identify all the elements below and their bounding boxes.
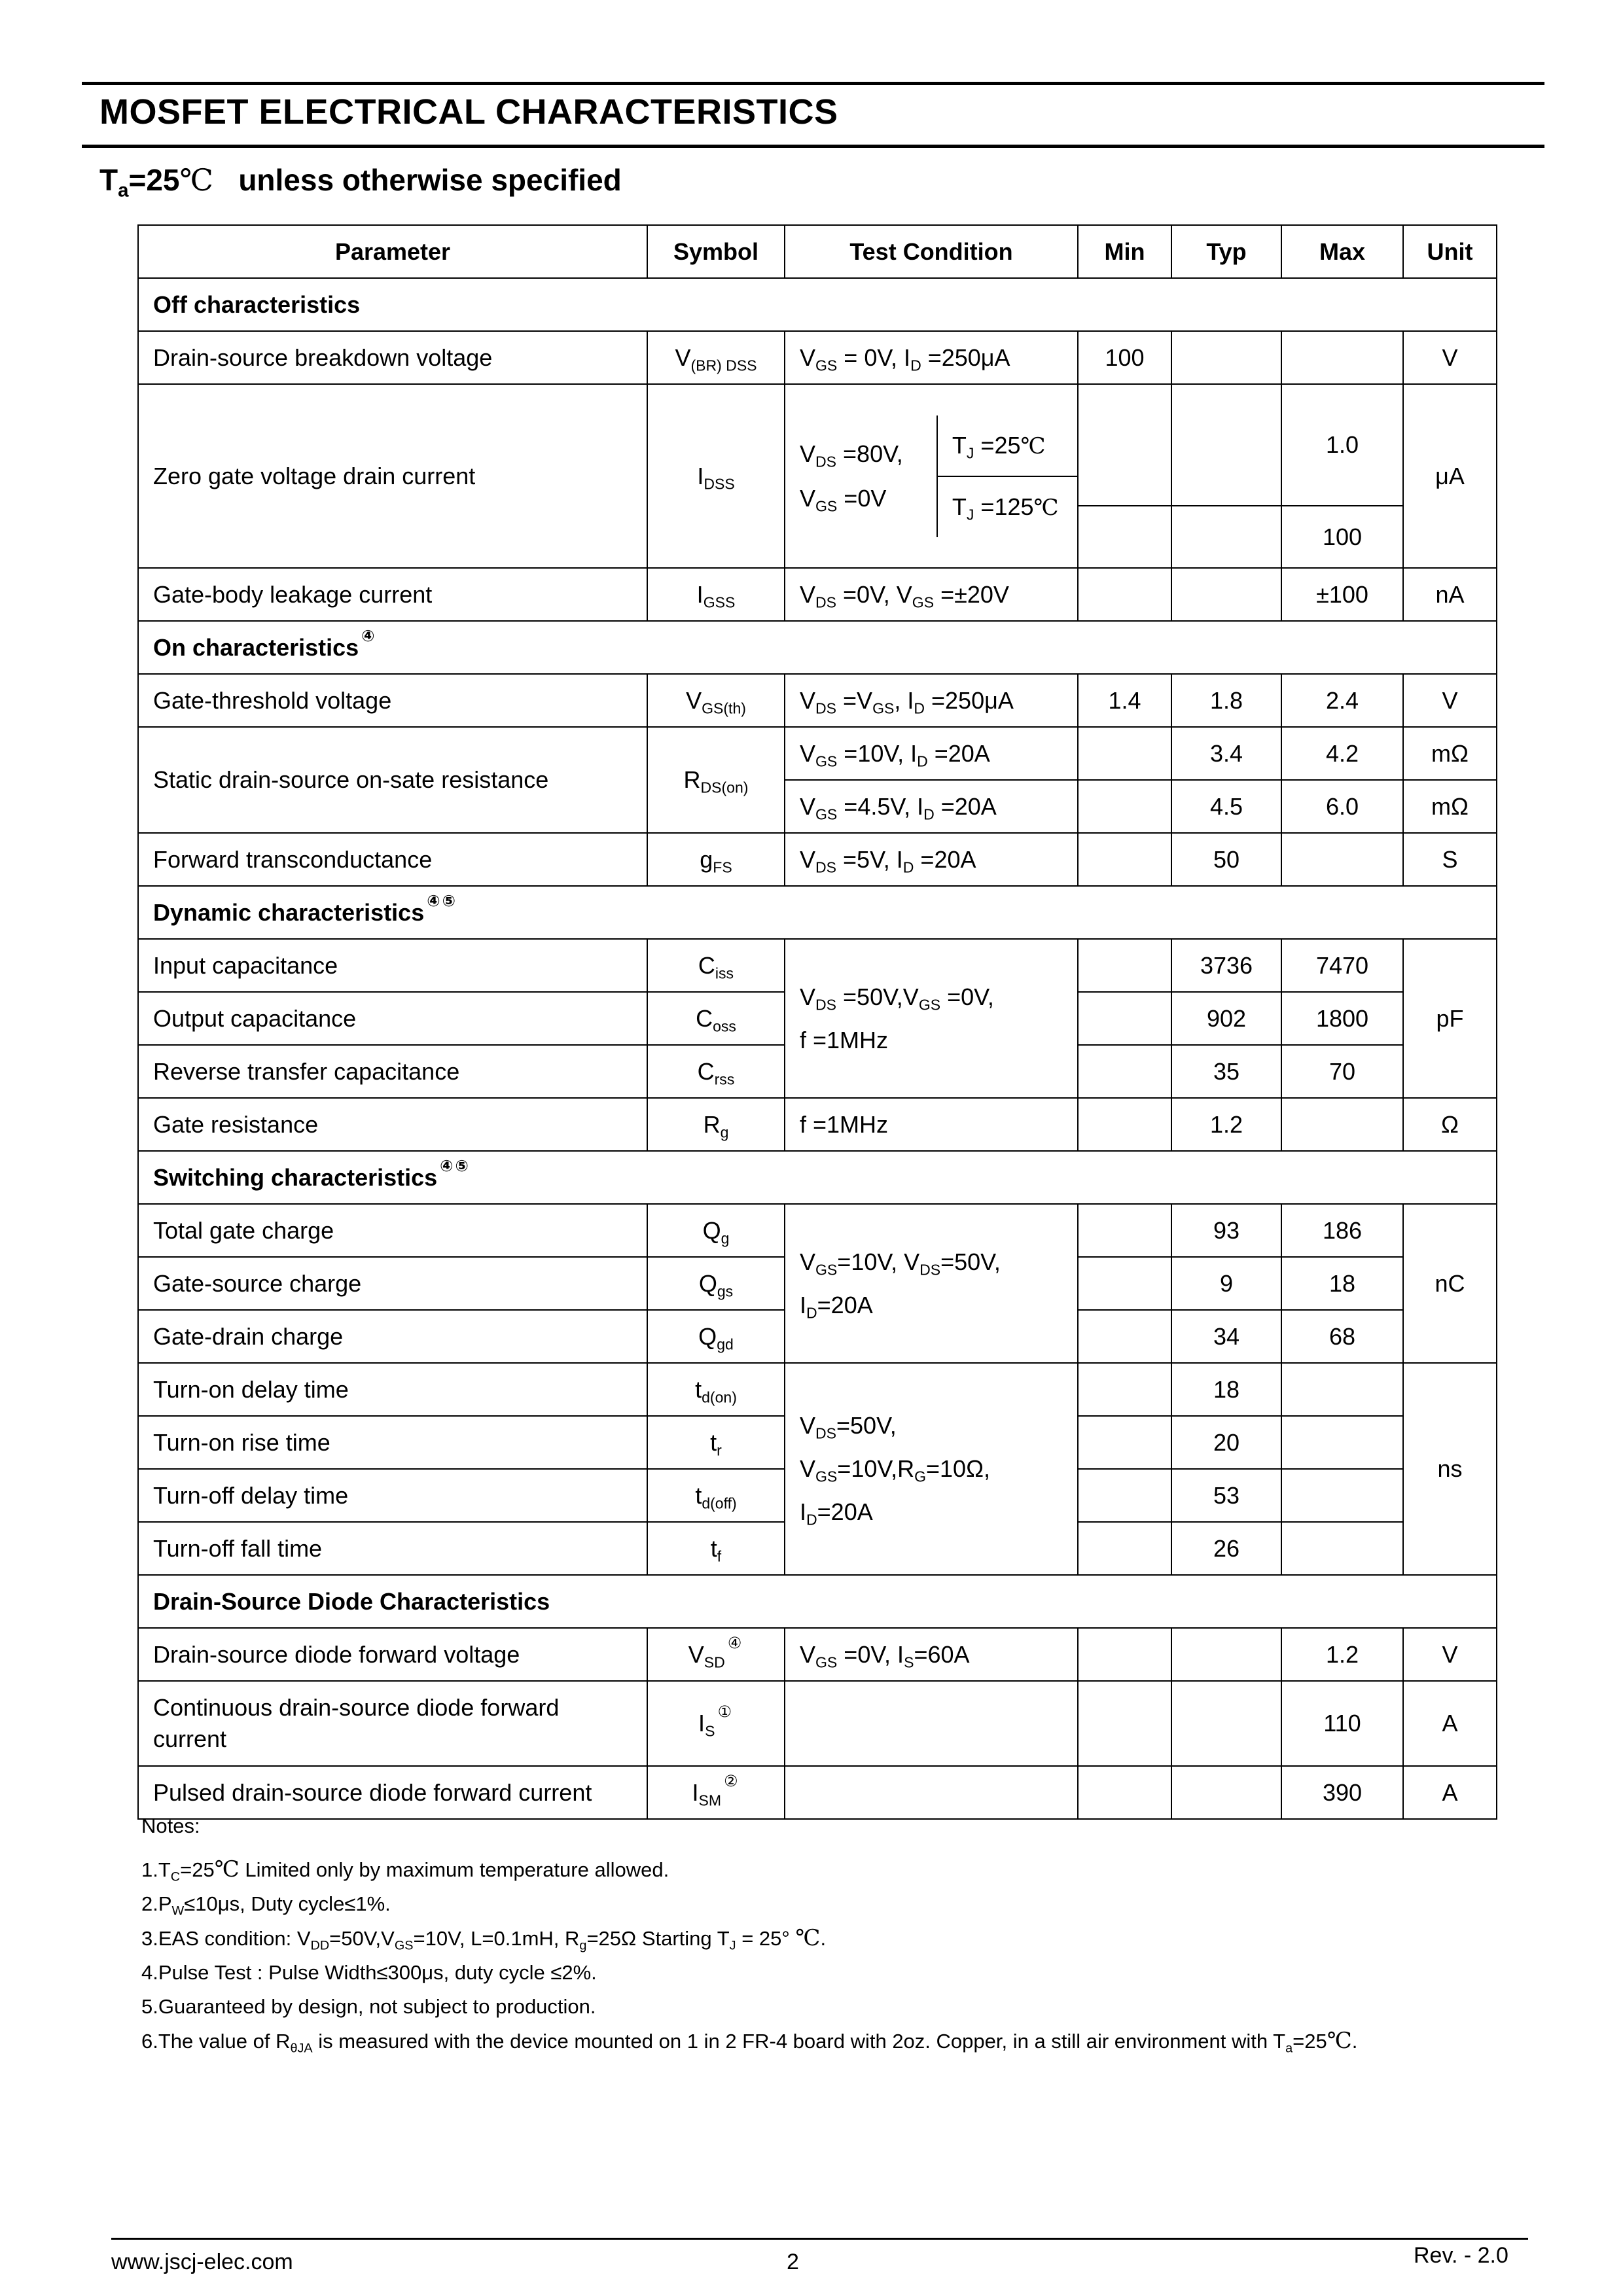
max-gfs <box>1281 833 1403 886</box>
test-bvdss: $V_{GS} = 0V$, $I_D =250\mu A$ <box>785 331 1078 384</box>
notes <box>141 1809 1357 2058</box>
section-off: Off characteristics <box>138 278 1497 331</box>
unit-igss: nA <box>1403 568 1497 621</box>
param-tr: Turn-on rise time <box>138 1416 647 1469</box>
typ-qgd: 34 <box>1171 1310 1281 1363</box>
max-idss-2: 100 <box>1281 506 1403 568</box>
typ-rds-1: 3.4 <box>1171 727 1281 780</box>
section-row-switching <box>138 1151 1497 1204</box>
min-crss <box>1078 1045 1171 1098</box>
test-idss-voltages: $V_{DS} =80V$, $V_{GS} =0V$ <box>785 415 937 537</box>
max-rds-2: 6.0 <box>1281 780 1403 833</box>
param-qgs: Gate-source charge <box>138 1257 647 1310</box>
typ-crss: 35 <box>1171 1045 1281 1098</box>
unit-rds-1: mΩ <box>1403 727 1497 780</box>
symbol-ciss: $C_{iss}$ <box>647 939 785 992</box>
symbol-gfs: $g_{FS}$ <box>647 833 785 886</box>
unit-vth: V <box>1403 674 1497 727</box>
min-tr <box>1078 1416 1171 1469</box>
symbol-qg: $Q_g$ <box>647 1204 785 1257</box>
typ-tdon: 18 <box>1171 1363 1281 1416</box>
max-tdon <box>1281 1363 1403 1416</box>
max-tf <box>1281 1522 1403 1575</box>
max-rds-1: 4.2 <box>1281 727 1403 780</box>
unit-rg: Ω <box>1403 1098 1497 1151</box>
min-qgs <box>1078 1257 1171 1310</box>
table-row <box>138 568 1497 621</box>
unit-is: A <box>1403 1681 1497 1766</box>
table-row <box>138 674 1497 727</box>
symbol-is: $I_S^①$ <box>647 1681 785 1766</box>
max-tdoff <box>1281 1469 1403 1522</box>
symbol-tdon: $t_{d(on)}$ <box>647 1363 785 1416</box>
test-idss-tj125: $T_J$ =125℃ <box>937 476 1077 537</box>
header-parameter: Parameter <box>138 225 647 278</box>
typ-vth: 1.8 <box>1171 674 1281 727</box>
unit-bvdss: V <box>1403 331 1497 384</box>
symbol-bvdss: $V_{(BR) DSS}$ <box>647 331 785 384</box>
typ-qg: 93 <box>1171 1204 1281 1257</box>
unit-gate-charge: nC <box>1403 1204 1497 1363</box>
symbol-qgs: $Q_{gs}$ <box>647 1257 785 1310</box>
typ-tdoff: 53 <box>1171 1469 1281 1522</box>
min-rg <box>1078 1098 1171 1151</box>
typ-is <box>1171 1681 1281 1766</box>
note-1: $1.T_C=25℃$ Limited only by maximum temperature allowed. <box>141 1856 669 1884</box>
min-igss <box>1078 568 1171 621</box>
symbol-qgd: $Q_{gd}$ <box>647 1310 785 1363</box>
max-idss-1: 1.0 <box>1281 384 1403 506</box>
param-idss: Zero gate voltage drain current <box>138 384 647 568</box>
test-condition-heading: $T_a=25℃$ unless otherwise specified <box>99 162 622 202</box>
symbol-tdoff: $t_{d(off)}$ <box>647 1469 785 1522</box>
typ-vsd <box>1171 1628 1281 1681</box>
param-rg: Gate resistance <box>138 1098 647 1151</box>
typ-idss-2 <box>1171 506 1281 568</box>
unit-switching: ns <box>1403 1363 1497 1575</box>
table-row <box>138 939 1497 992</box>
symbol-idss: $I_{DSS}$ <box>647 384 785 568</box>
max-bvdss <box>1281 331 1403 384</box>
symbol-rds: $R_{DS(on)}$ <box>647 727 785 833</box>
test-vsd: $V_{GS} =0V$, $I_S=60A$ <box>785 1628 1078 1681</box>
param-vth: Gate-threshold voltage <box>138 674 647 727</box>
max-tr <box>1281 1416 1403 1469</box>
unit-ism: A <box>1403 1766 1497 1819</box>
max-coss: 1800 <box>1281 992 1403 1045</box>
param-ism: Pulsed drain-source diode forward current <box>138 1766 647 1819</box>
notes-heading: Notes: <box>141 1814 200 1837</box>
unit-vsd: V <box>1403 1628 1497 1681</box>
typ-coss: 902 <box>1171 992 1281 1045</box>
max-rg <box>1281 1098 1403 1151</box>
symbol-ism: $I_{SM}^②$ <box>647 1766 785 1819</box>
table-row <box>138 331 1497 384</box>
table-row <box>138 384 1497 506</box>
typ-rds-2: 4.5 <box>1171 780 1281 833</box>
section-row-dynamic <box>138 886 1497 939</box>
min-vsd <box>1078 1628 1171 1681</box>
typ-qgs: 9 <box>1171 1257 1281 1310</box>
header-row <box>138 225 1497 278</box>
param-crss: Reverse transfer capacitance <box>138 1045 647 1098</box>
min-gfs <box>1078 833 1171 886</box>
page-number: 2 <box>787 2250 799 2274</box>
header-unit: Unit <box>1403 225 1497 278</box>
max-vsd: 1.2 <box>1281 1628 1403 1681</box>
param-is: Continuous drain-source diode forward current <box>138 1681 647 1766</box>
header-test-condition: Test Condition <box>785 225 1078 278</box>
max-vth: 2.4 <box>1281 674 1403 727</box>
min-tdoff <box>1078 1469 1171 1522</box>
min-coss <box>1078 992 1171 1045</box>
unit-gfs: S <box>1403 833 1497 886</box>
param-bvdss: Drain-source breakdown voltage <box>138 331 647 384</box>
test-gate-charge: $V_{GS}=10V$, $V_{DS}=50V$, $I_D=20A$ <box>785 1204 1078 1363</box>
min-tdon <box>1078 1363 1171 1416</box>
min-bvdss: 100 <box>1078 331 1171 384</box>
unit-idss: μA <box>1403 384 1497 568</box>
note-2: $2.P_W\le 10\mu s$, Duty cycle≤1%. <box>141 1892 391 1918</box>
header-symbol: Symbol <box>647 225 785 278</box>
typ-idss-1 <box>1171 384 1281 506</box>
max-igss: ±100 <box>1281 568 1403 621</box>
symbol-rg: $R_g$ <box>647 1098 785 1151</box>
min-qg <box>1078 1204 1171 1257</box>
table-row <box>138 1098 1497 1151</box>
typ-bvdss <box>1171 331 1281 384</box>
table-row <box>138 727 1497 780</box>
typ-gfs: 50 <box>1171 833 1281 886</box>
max-ism: 390 <box>1281 1766 1403 1819</box>
title-rule <box>82 145 1544 148</box>
param-coss: Output capacitance <box>138 992 647 1045</box>
symbol-tf: $t_f$ <box>647 1522 785 1575</box>
symbol-tr: $t_r$ <box>647 1416 785 1469</box>
min-idss-1 <box>1078 384 1171 506</box>
test-idss <box>785 384 1078 568</box>
test-rds-10v: $V_{GS} =10V$, $I_D =20A$ <box>785 727 1078 780</box>
param-tdoff: Turn-off delay time <box>138 1469 647 1522</box>
max-qgs: 18 <box>1281 1257 1403 1310</box>
unit-capacitance: pF <box>1403 939 1497 1098</box>
section-row-diode <box>138 1575 1497 1628</box>
table-row <box>138 1628 1497 1681</box>
min-is <box>1078 1681 1171 1766</box>
param-tf: Turn-off fall time <box>138 1522 647 1575</box>
section-row-on <box>138 621 1497 674</box>
min-rds-2 <box>1078 780 1171 833</box>
section-on: On characteristics ④ <box>138 621 1497 674</box>
symbol-vsd: $V_{SD}^④$ <box>647 1628 785 1681</box>
max-ciss: 7470 <box>1281 939 1403 992</box>
min-vth: 1.4 <box>1078 674 1171 727</box>
symbol-vth: $V_{GS(th)}$ <box>647 674 785 727</box>
footer-rule <box>111 2238 1528 2240</box>
typ-ciss: 3736 <box>1171 939 1281 992</box>
section-row-off <box>138 278 1497 331</box>
section-dynamic: Dynamic characteristics ④⑤ <box>138 886 1497 939</box>
test-idss-tj25: $T_J$ =25℃ <box>952 431 1046 461</box>
typ-rg: 1.2 <box>1171 1098 1281 1151</box>
symbol-coss: $C_{oss}$ <box>647 992 785 1045</box>
section-switching: Switching characteristics ④⑤ <box>138 1151 1497 1204</box>
note-3: 3.EAS condition: $V_{DD}=50V,V_{GS}=10V$, L=0.1mH, $R_g=25\Omega$ Starting $T_J = 25^\circ$ ℃. <box>141 1925 827 1953</box>
test-rg: f =1MHz <box>785 1098 1078 1151</box>
footer-url-link[interactable]: www.jscj-elec.com <box>111 2250 293 2274</box>
unit-rds-2: mΩ <box>1403 780 1497 833</box>
table-row <box>138 1204 1497 1257</box>
param-gfs: Forward transconductance <box>138 833 647 886</box>
symbol-igss: $I_{GSS}$ <box>647 568 785 621</box>
min-ciss <box>1078 939 1171 992</box>
max-is: 110 <box>1281 1681 1403 1766</box>
param-tdon: Turn-on delay time <box>138 1363 647 1416</box>
table-row <box>138 1363 1497 1416</box>
min-rds-1 <box>1078 727 1171 780</box>
param-igss: Gate-body leakage current <box>138 568 647 621</box>
test-switching: $V_{DS}=50V$, $V_{GS}=10V,R_G=10\Omega$, $I_D=20A$ <box>785 1363 1078 1575</box>
typ-igss <box>1171 568 1281 621</box>
symbol-crss: $C_{rss}$ <box>647 1045 785 1098</box>
test-gfs: $V_{DS} =5V$, $I_D =20A$ <box>785 833 1078 886</box>
test-capacitance: $V_{DS} =50V,V_{GS} =0V$, f =1MHz <box>785 939 1078 1098</box>
max-qgd: 68 <box>1281 1310 1403 1363</box>
section-diode: Drain-Source Diode Characteristics <box>138 1575 1497 1628</box>
table-row <box>138 1681 1497 1766</box>
min-qgd <box>1078 1310 1171 1363</box>
characteristics-table <box>137 224 1497 1820</box>
param-vsd: Drain-source diode forward voltage <box>138 1628 647 1681</box>
header-min: Min <box>1078 225 1171 278</box>
min-idss-2 <box>1078 506 1171 568</box>
test-vth: $V_{DS} =V_{GS}$, $I_D =250\mu A$ <box>785 674 1078 727</box>
param-rds: Static drain-source on-sate resistance <box>138 727 647 833</box>
param-qg: Total gate charge <box>138 1204 647 1257</box>
max-qg: 186 <box>1281 1204 1403 1257</box>
test-is <box>785 1681 1078 1766</box>
typ-tr: 20 <box>1171 1416 1281 1469</box>
table-row <box>138 833 1497 886</box>
page-title: MOSFET ELECTRICAL CHARACTERISTICS <box>99 92 838 132</box>
param-qgd: Gate-drain charge <box>138 1310 647 1363</box>
note-5: 5.Guaranteed by design, not subject to production. <box>141 1995 596 2018</box>
min-tf <box>1078 1522 1171 1575</box>
note-6: 6.The value of $R_{\theta JA}$ is measured with the device mounted on 1 in 2 FR-4 board with 2oz. Copper, in a still air environment with $T_a=25℃$. <box>141 2028 1358 2056</box>
header-max: Max <box>1281 225 1403 278</box>
note-4: 4.Pulse Test : Pulse Width≤300μs, duty cycle ≤2%. <box>141 1961 597 1984</box>
top-rule <box>82 82 1544 85</box>
param-ciss: Input capacitance <box>138 939 647 992</box>
header-typ: Typ <box>1171 225 1281 278</box>
max-crss: 70 <box>1281 1045 1403 1098</box>
typ-tf: 26 <box>1171 1522 1281 1575</box>
revision-label: Rev. - 2.0 <box>1414 2243 1508 2268</box>
test-rds-4v5: $V_{GS} =4.5V$, $I_D =20A$ <box>785 780 1078 833</box>
test-igss: $V_{DS} =0V$, $V_{GS} =\pm 20V$ <box>785 568 1078 621</box>
